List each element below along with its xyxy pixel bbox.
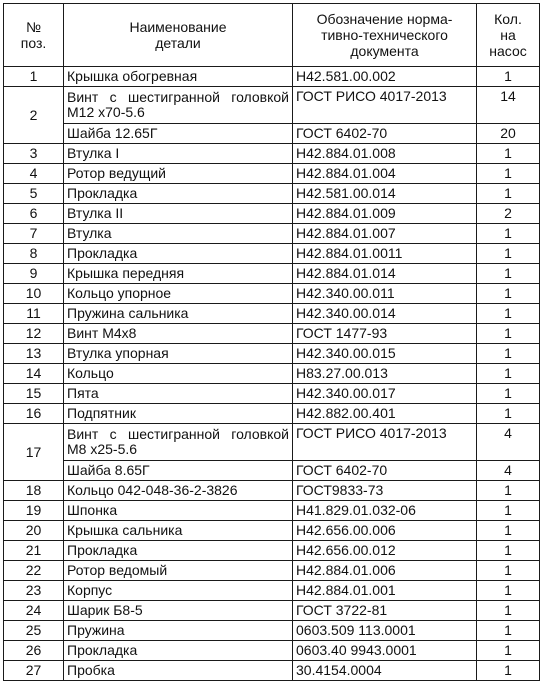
- document-code-cell: 0603.40 9943.0001: [293, 641, 477, 661]
- position-cell: 10: [4, 284, 64, 304]
- position-cell: 7: [4, 224, 64, 244]
- table-row: [4, 461, 540, 481]
- header-qty-line: Кол.: [494, 11, 522, 27]
- table-row: [4, 424, 540, 461]
- quantity-cell: 1: [477, 224, 540, 244]
- part-name-cell: Шайба 12.65Г: [64, 124, 293, 144]
- header-name-line: детали: [155, 35, 201, 51]
- document-code-cell: Н42.884.01.009: [293, 204, 477, 224]
- position-cell: 12: [4, 324, 64, 344]
- part-name-cell: Винт с шестигранной головкой М8 х25-5.6: [64, 424, 293, 461]
- part-name-cell: Втулка: [64, 224, 293, 244]
- position-cell: 4: [4, 164, 64, 184]
- part-name-cell: Крышка сальника: [64, 521, 293, 541]
- position-cell: 14: [4, 364, 64, 384]
- table-row: [4, 404, 540, 424]
- quantity-cell: 1: [477, 661, 540, 681]
- document-code-cell: Н42.884.01.004: [293, 164, 477, 184]
- quantity-cell: 1: [477, 164, 540, 184]
- quantity-cell: 1: [477, 601, 540, 621]
- table-row: [4, 164, 540, 184]
- header-row: [4, 4, 540, 67]
- quantity-cell: 1: [477, 264, 540, 284]
- table-row: [4, 284, 540, 304]
- header-name: [64, 4, 293, 67]
- quantity-cell: 1: [477, 641, 540, 661]
- table-row: [4, 264, 540, 284]
- parts-table: [3, 3, 540, 681]
- position-cell: 9: [4, 264, 64, 284]
- quantity-cell: 1: [477, 304, 540, 324]
- part-name-cell: Ротор ведущий: [64, 164, 293, 184]
- quantity-cell: 1: [477, 324, 540, 344]
- document-code-cell: Н42.340.00.014: [293, 304, 477, 324]
- document-code-cell: Н42.884.01.001: [293, 581, 477, 601]
- quantity-cell: 1: [477, 581, 540, 601]
- position-cell: 20: [4, 521, 64, 541]
- table-row: [4, 87, 540, 124]
- table-row: [4, 601, 540, 621]
- part-name-cell: Кольцо 042-048-36-2-3826: [64, 481, 293, 501]
- position-cell: 27: [4, 661, 64, 681]
- table-row: [4, 364, 540, 384]
- quantity-cell: 1: [477, 284, 540, 304]
- position-cell: 1: [4, 67, 64, 87]
- part-name-cell: Прокладка: [64, 541, 293, 561]
- part-name-cell: Втулка упорная: [64, 344, 293, 364]
- position-cell: 25: [4, 621, 64, 641]
- part-name-cell: Подпятник: [64, 404, 293, 424]
- header-qty-line: насос: [489, 43, 527, 59]
- position-cell: 6: [4, 204, 64, 224]
- table-body: [4, 67, 540, 681]
- document-code-cell: Н42.340.00.015: [293, 344, 477, 364]
- position-cell: 21: [4, 541, 64, 561]
- table-row: [4, 661, 540, 681]
- position-cell: 17: [4, 424, 64, 481]
- quantity-cell: 20: [477, 124, 540, 144]
- position-cell: 18: [4, 481, 64, 501]
- table-row: [4, 481, 540, 501]
- table-row: [4, 541, 540, 561]
- part-name-cell: Прокладка: [64, 184, 293, 204]
- table-row: [4, 224, 540, 244]
- quantity-cell: 4: [477, 461, 540, 481]
- header-doc: [293, 4, 477, 67]
- part-name-cell: Пята: [64, 384, 293, 404]
- document-code-cell: Н42.581.00.014: [293, 184, 477, 204]
- table-row: [4, 344, 540, 364]
- document-code-cell: Н42.882.00.401: [293, 404, 477, 424]
- table-row: [4, 304, 540, 324]
- part-name-cell: Шпонка: [64, 501, 293, 521]
- document-code-cell: Н83.27.00.013: [293, 364, 477, 384]
- quantity-cell: 1: [477, 404, 540, 424]
- header-qty-line: на: [500, 27, 516, 43]
- document-code-cell: Н42.884.01.014: [293, 264, 477, 284]
- part-name-cell: Кольцо упорное: [64, 284, 293, 304]
- part-name-cell: Винт с шестигранной головкой М12 х70-5.6: [64, 87, 293, 124]
- position-cell: 2: [4, 87, 64, 144]
- part-name-cell: Прокладка: [64, 244, 293, 264]
- part-name-cell: Винт М4х8: [64, 324, 293, 344]
- table-row: [4, 244, 540, 264]
- document-code-cell: Н42.884.01.006: [293, 561, 477, 581]
- quantity-cell: 1: [477, 384, 540, 404]
- document-code-cell: Н42.581.00.002: [293, 67, 477, 87]
- document-code-cell: ГОСТ 6402-70: [293, 124, 477, 144]
- header-pos-line: поз.: [20, 35, 47, 51]
- table-row: [4, 124, 540, 144]
- position-cell: 3: [4, 144, 64, 164]
- part-name-cell: Пробка: [64, 661, 293, 681]
- position-cell: 19: [4, 501, 64, 521]
- part-name-cell: Корпус: [64, 581, 293, 601]
- document-code-cell: ГОСТ9833-73: [293, 481, 477, 501]
- quantity-cell: 1: [477, 501, 540, 521]
- part-name-cell: Кольцо: [64, 364, 293, 384]
- quantity-cell: 14: [477, 87, 540, 124]
- quantity-cell: 4: [477, 424, 540, 461]
- document-code-cell: ГОСТ 1477-93: [293, 324, 477, 344]
- document-code-cell: Н42.884.01.008: [293, 144, 477, 164]
- table-header: [4, 4, 540, 67]
- table-row: [4, 204, 540, 224]
- table-row: [4, 621, 540, 641]
- document-code-cell: ГОСТ 6402-70: [293, 461, 477, 481]
- table-row: [4, 561, 540, 581]
- quantity-cell: 1: [477, 184, 540, 204]
- table-row: [4, 67, 540, 87]
- header-doc-line: документа: [350, 43, 419, 59]
- header-qty: [477, 4, 540, 67]
- quantity-cell: 1: [477, 521, 540, 541]
- document-code-cell: Н42.340.00.017: [293, 384, 477, 404]
- document-code-cell: Н41.829.01.032-06: [293, 501, 477, 521]
- position-cell: 24: [4, 601, 64, 621]
- part-name-cell: Пружина сальника: [64, 304, 293, 324]
- header-pos-line: №: [25, 19, 42, 35]
- table-row: [4, 144, 540, 164]
- position-cell: 15: [4, 384, 64, 404]
- document-code-cell: ГОСТ РИСО 4017-2013: [293, 87, 477, 124]
- quantity-cell: 1: [477, 541, 540, 561]
- part-name-cell: Крышка передняя: [64, 264, 293, 284]
- position-cell: 13: [4, 344, 64, 364]
- part-name-cell: Ротор ведомый: [64, 561, 293, 581]
- document-code-cell: 30.4154.0004: [293, 661, 477, 681]
- header-doc-line: тивно-технического: [321, 27, 448, 43]
- document-code-cell: Н42.656.00.006: [293, 521, 477, 541]
- document-code-cell: Н42.884.01.0011: [293, 244, 477, 264]
- quantity-cell: 1: [477, 244, 540, 264]
- position-cell: 23: [4, 581, 64, 601]
- table-row: [4, 581, 540, 601]
- quantity-cell: 1: [477, 364, 540, 384]
- quantity-cell: 2: [477, 204, 540, 224]
- position-cell: 11: [4, 304, 64, 324]
- document-code-cell: 0603.509 113.0001: [293, 621, 477, 641]
- document-code-cell: Н42.656.00.012: [293, 541, 477, 561]
- part-name-cell: Шайба 8.65Г: [64, 461, 293, 481]
- document-code-cell: Н42.340.00.011: [293, 284, 477, 304]
- table-row: [4, 501, 540, 521]
- part-name-cell: Крышка обогревная: [64, 67, 293, 87]
- table-row: [4, 641, 540, 661]
- position-cell: 26: [4, 641, 64, 661]
- position-cell: 22: [4, 561, 64, 581]
- document-code-cell: ГОСТ 3722-81: [293, 601, 477, 621]
- part-name-cell: Шарик Б8-5: [64, 601, 293, 621]
- position-cell: 5: [4, 184, 64, 204]
- header-name-line: Наименование: [129, 19, 227, 35]
- document-code-cell: ГОСТ РИСО 4017-2013: [293, 424, 477, 461]
- quantity-cell: 1: [477, 344, 540, 364]
- position-cell: 16: [4, 404, 64, 424]
- part-name-cell: Втулка II: [64, 204, 293, 224]
- quantity-cell: 1: [477, 561, 540, 581]
- part-name-cell: Пружина: [64, 621, 293, 641]
- table-row: [4, 521, 540, 541]
- part-name-cell: Втулка I: [64, 144, 293, 164]
- quantity-cell: 1: [477, 481, 540, 501]
- quantity-cell: 1: [477, 621, 540, 641]
- position-cell: 8: [4, 244, 64, 264]
- document-code-cell: Н42.884.01.007: [293, 224, 477, 244]
- quantity-cell: 1: [477, 144, 540, 164]
- part-name-cell: Прокладка: [64, 641, 293, 661]
- header-doc-line: Обозначение норма-: [316, 11, 453, 27]
- table-row: [4, 384, 540, 404]
- table-row: [4, 324, 540, 344]
- quantity-cell: 1: [477, 67, 540, 87]
- header-pos: [4, 4, 64, 67]
- table-row: [4, 184, 540, 204]
